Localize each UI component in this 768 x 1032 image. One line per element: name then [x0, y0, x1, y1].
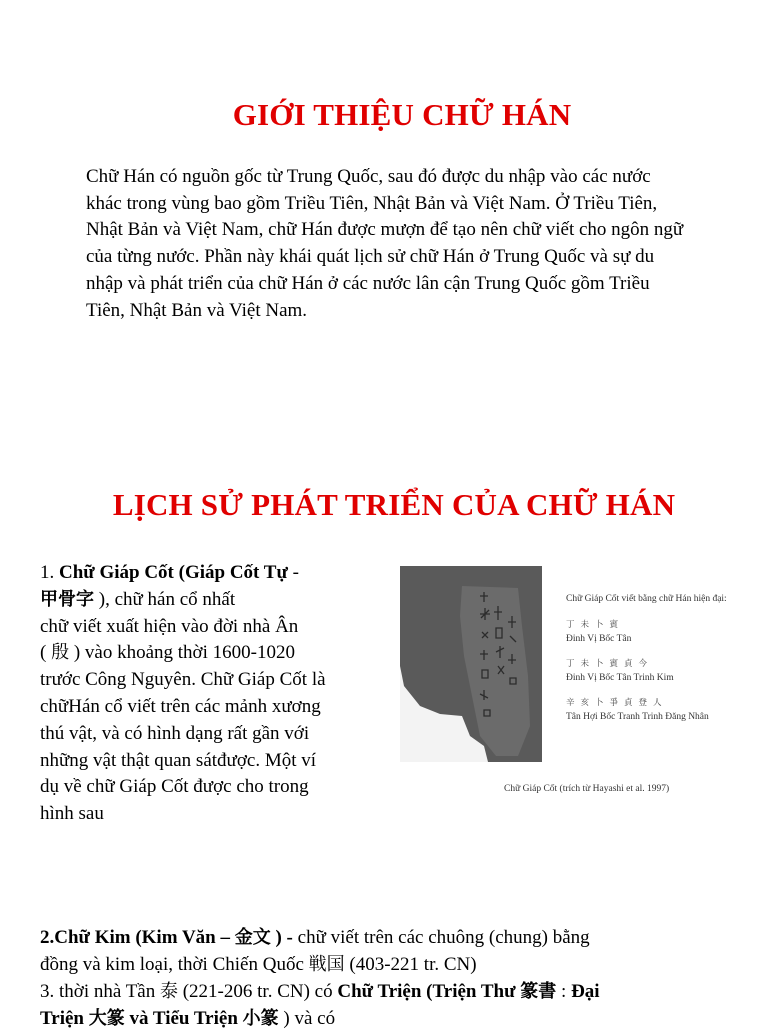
seal-script-line-2: Triện 大篆 và Tiểu Triện 小篆 ) và có: [40, 1008, 336, 1029]
oracle-bone-figure: [400, 566, 740, 798]
oracle-bone-image: [400, 566, 542, 762]
figure-legend: Chữ Giáp Cốt viết bằng chữ Hán hiện đại: 丁未卜賓 Đinh Vị Bốc Tân 丁未卜賓貞今 Đinh Vị Bốc Tân Trinh Kim 辛亥卜爭貞登人 Tân Hợi Bốc Tranh Trinh Đăng Nhân: [566, 594, 741, 735]
legend-row: 辛亥卜爭貞登人 Tân Hợi Bốc Tranh Trinh Đăng Nhân: [566, 698, 709, 722]
figure-caption: Chữ Giáp Cốt (trích từ Hayashi et al. 1997): [504, 784, 670, 794]
bronze-and-seal-paragraph: [40, 924, 740, 1032]
oracle-bone-cjk: 甲骨字: [40, 588, 94, 610]
oracle-bone-name: Chữ Giáp Cốt (Giáp Cốt Tự: [59, 562, 288, 583]
seal-script-line: 3. thời nhà Tần 泰 (221-206 tr. CN) có Chữ Triện (Triện Thư 篆書 : Đại: [40, 981, 600, 1002]
legend-row: 丁未卜賓貞今 Đinh Vị Bốc Tân Trinh Kim: [566, 659, 674, 683]
section-title-intro: GIỚI THIỆU CHỮ HÁN: [232, 97, 572, 132]
intro-paragraph: Chữ Hán có nguồn gốc từ Trung Quốc, sau đó được du nhập vào các nước khác trong vùng bao gồm Triều Tiên, Nhật Bản và Việt Nam. Ở Triều Tiên, Nhật Bản và Việt Nam, chữ Hán được mượn để tạo nên chữ viết cho ngôn ngữ của từng nước. Phần này khái quát lịch sử chữ Hán ở Trung Quốc và sự du nhập và phát triển của chữ Hán ở các nước lân cận Trung Quốc gồm Triều Tiên, Nhật Bản và Việt Nam.: [86, 166, 684, 321]
oracle-bone-paragraph: 1. Chữ Giáp Cốt (Giáp Cốt Tự - 甲骨字 ), chữ hán cổ nhất chữ viết xuất hiện vào đời nhà Ân ( 殷 ) vào khoảng thời 1600-1020 trước Công Nguyên. Chữ Giáp Cốt là chữHán cổ viết trên các mảnh xương thú vật, và có hình dạng rất gần với những vật thật quan sátđược. Một ví dụ về chữ Giáp Cốt được cho trong hình sau: [40, 562, 326, 825]
section-title-history: LỊCH SỬ PHÁT TRIỂN CỦA CHỮ HÁN: [112, 487, 676, 522]
bronze-script-line-2: đồng và kim loại, thời Chiến Quốc 戦国 (403-221 tr. CN): [40, 954, 477, 975]
legend-row: 丁未卜賓 Đinh Vị Bốc Tân: [566, 620, 632, 644]
bronze-script-line: 2.Chữ Kim (Kim Văn – 金文 ) - chữ viết trên các chuông (chung) bằng: [40, 927, 590, 948]
